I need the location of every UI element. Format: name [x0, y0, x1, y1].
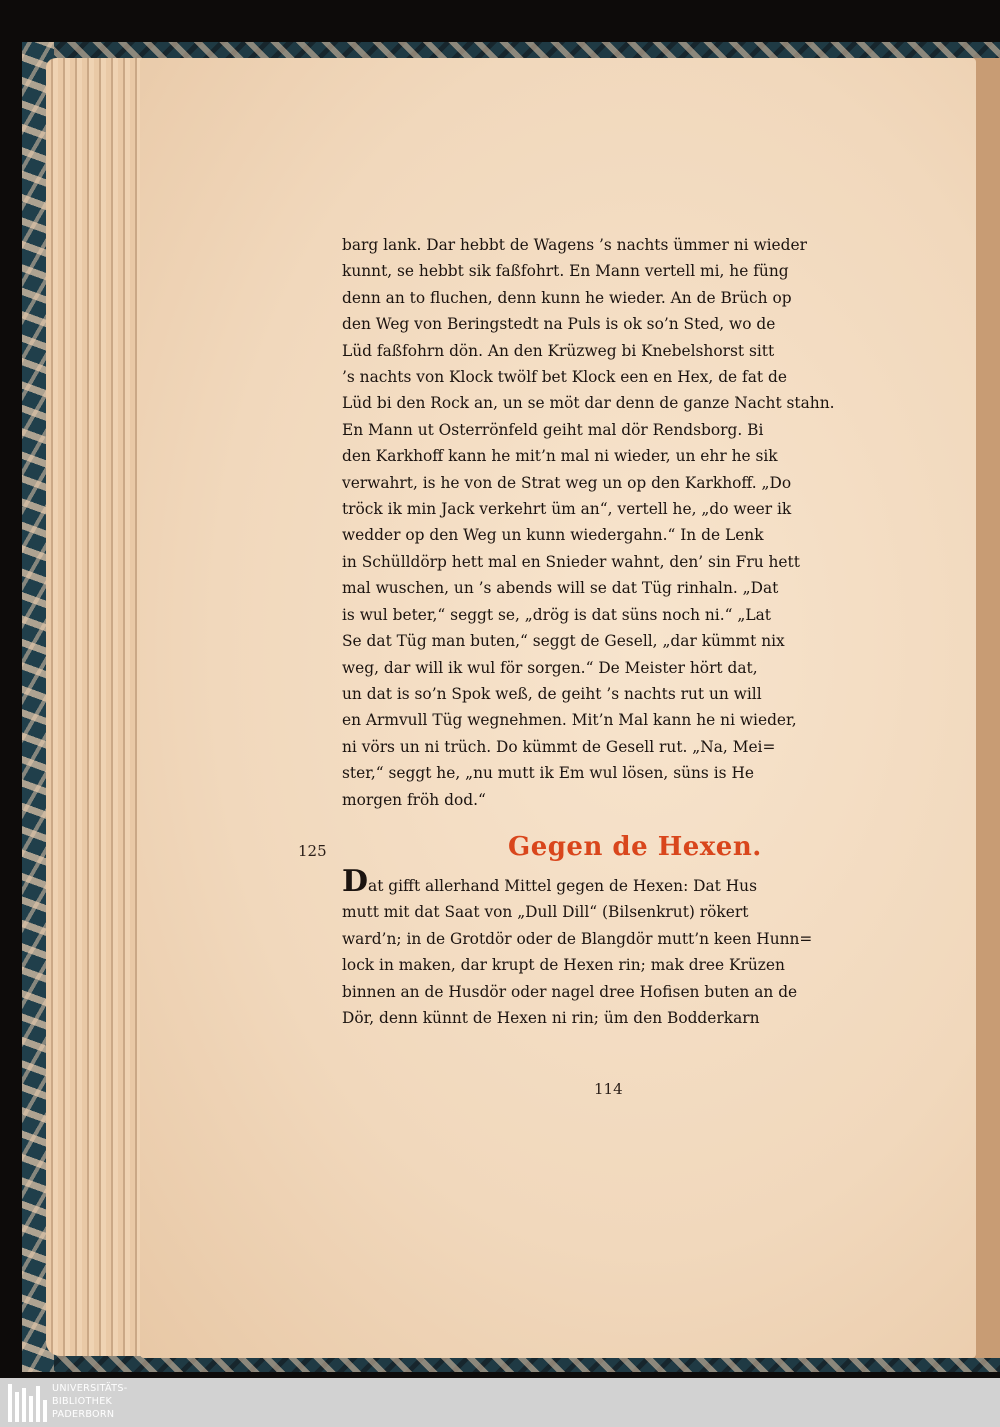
paragraph-2-first-text: at gifft allerhand Mittel gegen de Hexen: Dat Hus: [368, 877, 757, 895]
text-line: Lüd faßfohrn dön. An den Krüzweg bi Knebelshorst sitt: [342, 341, 775, 360]
text-line: ni vörs un ni trüch. Do kümmt de Gesell rut. „Na, Mei=: [342, 737, 776, 756]
library-logo-icon: [8, 1384, 48, 1422]
text-line: En Mann ut Osterrönfeld geiht mal dör Rendsborg. Bi: [342, 420, 764, 439]
margin-number: 125: [298, 842, 327, 860]
text-line: ward’n; in de Grotdör oder de Blangdör mutt’n keen Hunn=: [342, 929, 813, 948]
text-line: binnen an de Husdör oder nagel dree Hofisen buten an de: [342, 982, 798, 1001]
page-number: 114: [594, 1080, 623, 1098]
text-line: un dat is so’n Spok weß, de geiht ’s nachts rut un will: [342, 684, 762, 703]
footer-bar: [0, 1378, 1000, 1427]
text-line: wedder op den Weg un kunn wiedergahn.“ In de Lenk: [342, 526, 764, 545]
paragraph-2: [342, 864, 875, 1031]
logo-line-3: PADERBORN: [52, 1409, 115, 1420]
text-line: ster,“ seggt he, „nu mutt ik Em wul lösen, süns is He: [342, 764, 754, 783]
text-line: weg, dar will ik wul för sorgen.“ De Meister hört dat,: [342, 658, 758, 677]
text-line: en Armvull Tüg wegnehmen. Mit’n Mal kann he ni wieder,: [342, 711, 797, 730]
text-line: tröck ik min Jack verkehrt üm an“, vertell he, „do weer ik: [342, 500, 792, 519]
drop-initial: D: [342, 864, 369, 899]
text-line: verwahrt, is he von de Strat weg un op den Karkhoff. „Do: [342, 473, 792, 492]
paragraph-2-first-line: [342, 864, 875, 899]
text-line: is wul beter,“ seggt se, „drög is dat süns noch ni.“ „Lat: [342, 605, 771, 624]
library-logo-text: [52, 1382, 127, 1421]
logo-line-2: BIBLIOTHEK: [52, 1396, 113, 1407]
text-line: Dör, denn künnt de Hexen ni rin; üm den Bodderkarn: [342, 1009, 760, 1028]
text-line: Se dat Tüg man buten,“ seggt de Gesell, „dar kümmt nix: [342, 632, 785, 651]
paragraph-1: [342, 232, 875, 813]
text-line: lock in maken, dar krupt de Hexen rin; mak dree Krüzen: [342, 956, 785, 975]
section-heading: Gegen de Hexen.: [508, 832, 762, 862]
text-line: den Karkhoff kann he mit’n mal ni wieder, un ehr he sik: [342, 447, 778, 466]
text-line: den Weg von Beringstedt na Puls is ok so’n Sted, wo de: [342, 315, 776, 334]
text-line: morgen fröh dod.“: [342, 790, 486, 809]
paragraph-2-body: [342, 899, 875, 1031]
text-line: mutt mit dat Saat von „Dull Dill“ (Bilsenkrut) rökert: [342, 903, 749, 922]
text-line: Lüd bi den Rock an, un se möt dar denn de ganze Nacht stahn.: [342, 394, 835, 413]
text-line: denn an to fluchen, denn kunn he wieder. An de Brüch op: [342, 288, 792, 307]
logo-line-1: UNIVERSITÄTS-: [52, 1383, 128, 1394]
text-line: ’s nachts von Klock twölf bet Klock een en Hex, de fat de: [342, 368, 787, 387]
text-line: barg lank. Dar hebbt de Wagens ’s nachts ümmer ni wieder: [342, 236, 807, 254]
text-line: kunnt, se hebbt sik faßfohrt. En Mann vertell mi, he füng: [342, 262, 789, 281]
text-line: mal wuschen, un ’s abends will se dat Tüg rinhaln. „Dat: [342, 579, 779, 598]
text-line: in Schülldörp hett mal en Snieder wahnt, den’ sin Fru hett: [342, 552, 800, 571]
